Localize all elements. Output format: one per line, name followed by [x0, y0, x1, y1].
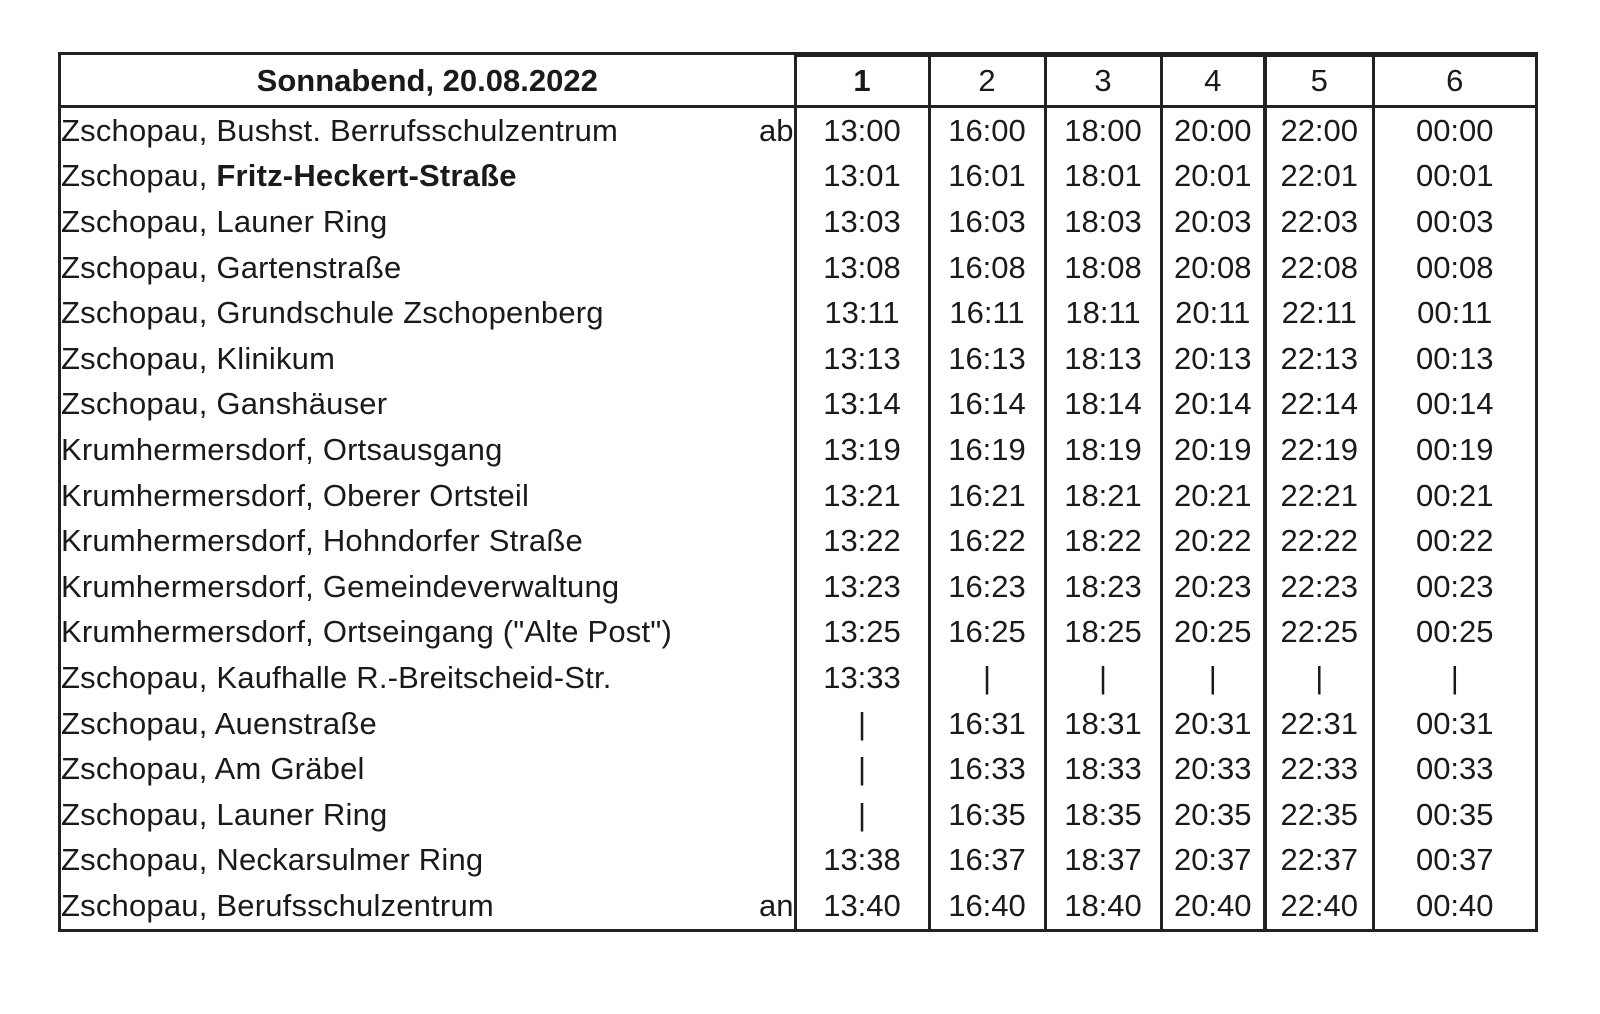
- stop-name: Ganshäuser: [216, 386, 388, 422]
- stop-cell: [61, 199, 741, 245]
- departure-time: 13:22: [795, 518, 929, 564]
- stop-town: Zschopau,: [61, 340, 217, 376]
- stop-cell: [61, 883, 741, 929]
- departure-time: 00:14: [1373, 382, 1535, 428]
- stop-town: Zschopau,: [61, 888, 217, 924]
- stop-town: Zschopau,: [61, 249, 217, 285]
- table-row: [61, 382, 1535, 428]
- departure-time: 16:21: [929, 473, 1045, 519]
- departure-time: 13:11: [795, 290, 929, 336]
- stop-cell: [61, 154, 741, 200]
- stop-name: Neckarsulmer Ring: [216, 842, 484, 878]
- departure-time: 20:01: [1161, 154, 1265, 200]
- arrival-departure-marker: [741, 199, 795, 245]
- stop-name: Klinikum: [216, 340, 336, 376]
- departure-time: |: [795, 792, 929, 838]
- stop-town: Krumhermersdorf,: [61, 568, 323, 604]
- departure-time: 18:23: [1045, 564, 1161, 610]
- departure-time: |: [1045, 655, 1161, 701]
- table-row: [61, 792, 1535, 838]
- stop-name: Ortsausgang: [322, 432, 503, 468]
- departure-time: |: [795, 701, 929, 747]
- departure-time: 22:22: [1265, 518, 1373, 564]
- departure-time: 13:38: [795, 838, 929, 884]
- departure-time: 22:14: [1265, 382, 1373, 428]
- departure-time: 16:22: [929, 518, 1045, 564]
- departure-time: 18:11: [1045, 290, 1161, 336]
- departure-time: 00:33: [1373, 746, 1535, 792]
- stop-name: Gemeindeverwaltung: [322, 568, 620, 604]
- departure-time: 20:21: [1161, 473, 1265, 519]
- stop-cell: [61, 427, 741, 473]
- arrival-departure-marker: an: [759, 888, 794, 924]
- arrival-departure-marker: [741, 655, 795, 701]
- departure-time: 13:14: [795, 382, 929, 428]
- stop-name: Fritz-Heckert-Straße: [216, 158, 517, 194]
- stop-cell: [61, 746, 741, 792]
- stop-name: Launer Ring: [216, 204, 388, 240]
- departure-time: 18:08: [1045, 245, 1161, 291]
- departure-time: 20:14: [1161, 382, 1265, 428]
- stop-town: Zschopau,: [61, 204, 217, 240]
- departure-time: |: [1161, 655, 1265, 701]
- stop-cell: [61, 473, 741, 519]
- departure-time: 20:11: [1161, 290, 1265, 336]
- departure-time: 20:33: [1161, 746, 1265, 792]
- arrival-departure-marker: ab: [759, 112, 794, 148]
- stop-town: Zschopau,: [61, 112, 217, 148]
- stop-cell: [61, 107, 741, 154]
- trip-number: 4: [1161, 56, 1265, 107]
- table-row: [61, 518, 1535, 564]
- departure-time: 18:13: [1045, 336, 1161, 382]
- departure-time: 18:33: [1045, 746, 1161, 792]
- departure-time: 22:23: [1265, 564, 1373, 610]
- departure-time: 00:37: [1373, 838, 1535, 884]
- departure-time: 16:14: [929, 382, 1045, 428]
- departure-time: 20:25: [1161, 610, 1265, 656]
- departure-time: 00:03: [1373, 199, 1535, 245]
- arrival-departure-marker: [741, 154, 795, 200]
- stop-town: Zschopau,: [61, 295, 217, 331]
- departure-time: 22:11: [1265, 290, 1373, 336]
- arrival-departure-marker: [741, 382, 795, 428]
- stop-name: Oberer Ortsteil: [322, 477, 530, 513]
- timetable-body: [61, 107, 1535, 930]
- stop-town: Krumhermersdorf,: [61, 614, 323, 650]
- departure-time: 22:37: [1265, 838, 1373, 884]
- departure-time: 18:31: [1045, 701, 1161, 747]
- departure-time: 00:40: [1373, 883, 1535, 929]
- stop-name: Berufsschulzentrum: [216, 888, 494, 924]
- table-row: [61, 473, 1535, 519]
- table-row: [61, 610, 1535, 656]
- departure-time: 00:08: [1373, 245, 1535, 291]
- arrival-departure-marker: [741, 610, 795, 656]
- departure-time: 18:22: [1045, 518, 1161, 564]
- stop-town: Zschopau,: [61, 796, 217, 832]
- departure-time: 18:19: [1045, 427, 1161, 473]
- departure-time: |: [929, 655, 1045, 701]
- departure-time: 13:25: [795, 610, 929, 656]
- header-row: [61, 56, 1535, 107]
- departure-time: 20:35: [1161, 792, 1265, 838]
- stop-cell: [61, 655, 741, 701]
- arrival-departure-marker: [741, 701, 795, 747]
- departure-time: 22:21: [1265, 473, 1373, 519]
- stop-name: Gartenstraße: [216, 249, 402, 285]
- departure-time: 13:13: [795, 336, 929, 382]
- arrival-departure-marker: [741, 290, 795, 336]
- stop-cell: [61, 518, 741, 564]
- departure-time: 13:21: [795, 473, 929, 519]
- departure-time: 13:01: [795, 154, 929, 200]
- trip-number: 1: [795, 56, 929, 107]
- stop-town: Zschopau,: [61, 705, 215, 741]
- departure-time: 22:40: [1265, 883, 1373, 929]
- stop-name: Ortseingang ("Alte Post"): [322, 614, 673, 650]
- trip-number: 2: [929, 56, 1045, 107]
- departure-time: 16:00: [929, 107, 1045, 154]
- departure-time: 18:37: [1045, 838, 1161, 884]
- stop-town: Krumhermersdorf,: [61, 477, 323, 513]
- departure-time: 00:21: [1373, 473, 1535, 519]
- departure-time: 16:08: [929, 245, 1045, 291]
- stop-name: Am Gräbel: [214, 751, 365, 787]
- departure-time: 00:01: [1373, 154, 1535, 200]
- stop-cell: [61, 838, 741, 884]
- stop-cell: [61, 564, 741, 610]
- departure-time: 20:23: [1161, 564, 1265, 610]
- departure-time: 22:01: [1265, 154, 1373, 200]
- departure-time: |: [1265, 655, 1373, 701]
- departure-time: 13:19: [795, 427, 929, 473]
- stop-name: Kaufhalle R.-Breitscheid-Str.: [216, 659, 612, 695]
- stop-cell: [61, 290, 741, 336]
- arrival-departure-marker: [741, 336, 795, 382]
- departure-time: 22:19: [1265, 427, 1373, 473]
- table-row: [61, 564, 1535, 610]
- departure-time: 16:33: [929, 746, 1045, 792]
- departure-time: 18:40: [1045, 883, 1161, 929]
- table-row: [61, 427, 1535, 473]
- stop-town: Zschopau,: [61, 659, 217, 695]
- departure-time: |: [1373, 655, 1535, 701]
- departure-time: 00:13: [1373, 336, 1535, 382]
- departure-time: 20:13: [1161, 336, 1265, 382]
- departure-time: 13:33: [795, 655, 929, 701]
- departure-time: |: [795, 746, 929, 792]
- departure-time: 20:00: [1161, 107, 1265, 154]
- stop-name: Auenstraße: [214, 705, 377, 741]
- departure-time: 00:22: [1373, 518, 1535, 564]
- trip-number: 3: [1045, 56, 1161, 107]
- departure-time: 18:25: [1045, 610, 1161, 656]
- departure-time: 22:03: [1265, 199, 1373, 245]
- table-row: [61, 746, 1535, 792]
- stop-name: Bushst. Berrufsschulzentrum: [216, 112, 619, 148]
- departure-time: 00:31: [1373, 701, 1535, 747]
- departure-time: 13:23: [795, 564, 929, 610]
- timetable-sheet: [58, 52, 1538, 932]
- departure-time: 20:37: [1161, 838, 1265, 884]
- departure-time: 20:22: [1161, 518, 1265, 564]
- departure-time: 00:25: [1373, 610, 1535, 656]
- departure-time: 00:35: [1373, 792, 1535, 838]
- departure-time: 16:40: [929, 883, 1045, 929]
- table-row: [61, 154, 1535, 200]
- arrival-departure-marker: [741, 746, 795, 792]
- departure-time: 18:00: [1045, 107, 1161, 154]
- timetable: [61, 55, 1535, 929]
- departure-time: 16:31: [929, 701, 1045, 747]
- departure-time: 13:08: [795, 245, 929, 291]
- stop-town: Krumhermersdorf,: [61, 432, 323, 468]
- departure-time: 13:03: [795, 199, 929, 245]
- departure-time: 16:19: [929, 427, 1045, 473]
- stop-cell: [61, 792, 741, 838]
- stop-cell: [61, 336, 741, 382]
- table-row: [61, 199, 1535, 245]
- table-row: [61, 245, 1535, 291]
- stop-town: Zschopau,: [61, 158, 217, 194]
- trip-number: 6: [1373, 56, 1535, 107]
- trip-number: 5: [1265, 56, 1373, 107]
- arrival-departure-marker: [741, 473, 795, 519]
- departure-time: 20:31: [1161, 701, 1265, 747]
- stop-name: Hohndorfer Straße: [322, 523, 583, 559]
- departure-time: 13:40: [795, 883, 929, 929]
- stop-name: Launer Ring: [216, 796, 388, 832]
- departure-time: 16:23: [929, 564, 1045, 610]
- departure-time: 16:37: [929, 838, 1045, 884]
- table-row: [61, 838, 1535, 884]
- departure-time: 18:03: [1045, 199, 1161, 245]
- departure-time: 22:25: [1265, 610, 1373, 656]
- departure-time: 18:14: [1045, 382, 1161, 428]
- page-title: Sonnabend, 20.08.2022: [61, 56, 795, 107]
- table-row: [61, 107, 1535, 154]
- table-row: [61, 655, 1535, 701]
- stop-town: Zschopau,: [61, 386, 217, 422]
- arrival-departure-marker: [741, 427, 795, 473]
- stop-town: Krumhermersdorf,: [61, 523, 323, 559]
- table-row: [61, 883, 1535, 929]
- departure-time: 16:01: [929, 154, 1045, 200]
- table-row: [61, 290, 1535, 336]
- departure-time: 22:33: [1265, 746, 1373, 792]
- departure-time: 00:19: [1373, 427, 1535, 473]
- departure-time: 16:25: [929, 610, 1045, 656]
- table-row: [61, 336, 1535, 382]
- table-row: [61, 701, 1535, 747]
- arrival-departure-marker: [741, 792, 795, 838]
- departure-time: 22:00: [1265, 107, 1373, 154]
- departure-time: 00:00: [1373, 107, 1535, 154]
- departure-time: 22:08: [1265, 245, 1373, 291]
- departure-time: 18:35: [1045, 792, 1161, 838]
- departure-time: 22:31: [1265, 701, 1373, 747]
- stop-name: Grundschule Zschopenberg: [216, 295, 604, 331]
- departure-time: 16:11: [929, 290, 1045, 336]
- departure-time: 22:35: [1265, 792, 1373, 838]
- arrival-departure-marker: [741, 245, 795, 291]
- stop-cell: [61, 610, 741, 656]
- departure-time: 20:19: [1161, 427, 1265, 473]
- departure-time: 16:35: [929, 792, 1045, 838]
- departure-time: 20:40: [1161, 883, 1265, 929]
- stop-town: Zschopau,: [61, 751, 215, 787]
- stop-cell: [61, 382, 741, 428]
- departure-time: 00:23: [1373, 564, 1535, 610]
- stop-cell: [61, 245, 741, 291]
- stop-cell: [61, 701, 741, 747]
- departure-time: 00:11: [1373, 290, 1535, 336]
- arrival-departure-marker: [741, 518, 795, 564]
- departure-time: 13:00: [795, 107, 929, 154]
- arrival-departure-marker: [741, 564, 795, 610]
- departure-time: 18:21: [1045, 473, 1161, 519]
- arrival-departure-marker: [741, 838, 795, 884]
- departure-time: 16:13: [929, 336, 1045, 382]
- departure-time: 16:03: [929, 199, 1045, 245]
- departure-time: 22:13: [1265, 336, 1373, 382]
- departure-time: 20:08: [1161, 245, 1265, 291]
- departure-time: 18:01: [1045, 154, 1161, 200]
- stop-town: Zschopau,: [61, 842, 217, 878]
- departure-time: 20:03: [1161, 199, 1265, 245]
